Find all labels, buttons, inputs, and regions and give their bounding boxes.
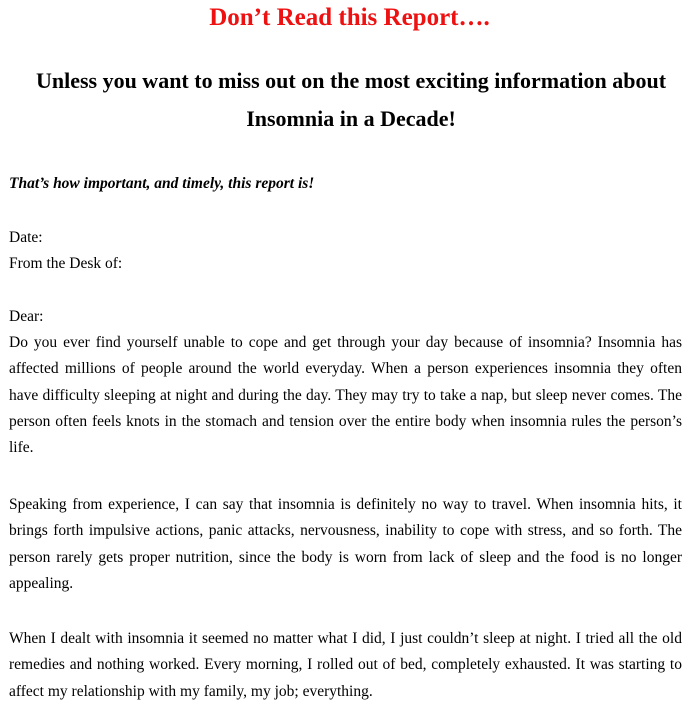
- subheadline: Unless you want to miss out on the most exciting information about Insomnia in a Decade!: [35, 68, 667, 131]
- tagline: That’s how important, and timely, this report is!: [9, 175, 315, 192]
- body-paragraph-2: Speaking from experience, I can say that insomnia is definitely no way to travel. When insomnia hits, it brings forth impulsive actions, panic attacks, nervousness, inability to cope with stress, and so forth. The person rarely gets proper nutrition, since the body is worn from lack of sleep and the food is no longer appealing.: [9, 496, 682, 592]
- headline: Don’t Read this Report….: [209, 4, 490, 31]
- body-paragraph-3: When I dealt with insomnia it seemed no matter what I did, I just couldn’t sleep at night. I tried all the old remedies and nothing worked. Every morning, I rolled out of bed, completely exhausted. It was starting to affect my relationship with my family, my job; everything.: [9, 630, 682, 700]
- from-desk-label: From the Desk of:: [9, 255, 123, 272]
- salutation: Dear:: [9, 308, 44, 325]
- date-label: Date:: [9, 229, 43, 246]
- body-paragraph-1: Do you ever find yourself unable to cope and get through your day because of insomnia? Insomnia has affected millions of people around the world everyday. When a person experiences insomnia they often have difficulty sleeping at night and during the day. They may try to take a nap, but sleep never comes. The person often feels knots in the stomach and tension over the entire body when insomnia rules the person’s life.: [9, 334, 682, 457]
